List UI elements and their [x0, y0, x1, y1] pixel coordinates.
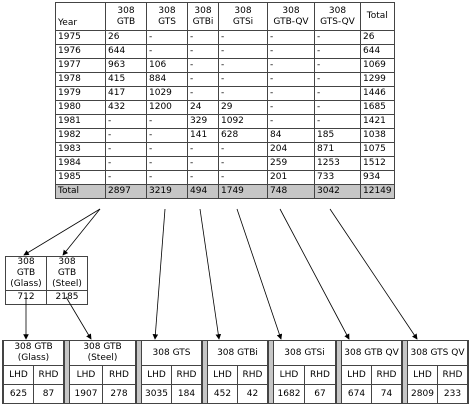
lhd-label: LHD: [208, 366, 238, 384]
cell-year: 1984: [56, 157, 106, 171]
cell-gtsi: -: [219, 143, 268, 157]
cell-gtb: -: [106, 129, 147, 143]
cell-gts: 1200: [147, 101, 188, 115]
cell-total: 1446: [361, 87, 395, 101]
cell-gtb-qv: -: [268, 87, 315, 101]
cell-gts: -: [147, 143, 188, 157]
rhd-label: RHD: [109, 370, 129, 380]
cell-total: 1069: [361, 59, 395, 73]
cell-total: 1685: [361, 101, 395, 115]
header-gtbi: 308 GTBi: [188, 3, 219, 31]
cell-total: 1075: [361, 143, 395, 157]
header-gtb: 308 GTB: [106, 3, 147, 31]
header-year: Year: [56, 3, 106, 31]
cell-gtb: -: [106, 157, 147, 171]
lhd-value: 1682: [274, 385, 305, 403]
breakdown-title: 308 GTSi: [274, 341, 335, 366]
cell-gts-qv: -: [315, 101, 361, 115]
lhd-label: LHD: [70, 366, 103, 384]
cell-gtsi: -: [219, 45, 268, 59]
header-gts: 308 GTS: [147, 3, 188, 31]
lhd-label: LHD: [274, 366, 305, 384]
cell-gtb-qv: -: [268, 101, 315, 115]
cell-year: 1981: [56, 115, 106, 129]
arrow-gts-to-box: [155, 209, 165, 339]
cell-gtsi: -: [219, 59, 268, 73]
lhd-label: LHD: [342, 366, 372, 384]
cell-total: 1299: [361, 73, 395, 87]
cell-gts: 1029: [147, 87, 188, 101]
cell-gtb: -: [106, 143, 147, 157]
total-gtbi: 494: [188, 185, 219, 199]
cell-gtb: 26: [106, 31, 147, 45]
rhd-label: RHD: [376, 370, 397, 380]
cell-gtb: 432: [106, 101, 147, 115]
cell-gts-qv: -: [315, 59, 361, 73]
cell-gtsi: -: [219, 171, 268, 185]
rhd-label: RHD: [38, 370, 59, 380]
total-total: 12149: [361, 185, 395, 199]
header-gtb-qv: 308 GTB-QV: [268, 3, 315, 31]
header-gtsi: 308 GTSi: [219, 3, 268, 31]
cell-gts-qv: -: [315, 87, 361, 101]
total-gtb: 2897: [106, 185, 147, 199]
cell-gtbi: -: [188, 31, 219, 45]
breakdown-title: 308 GTS: [142, 341, 201, 366]
breakdown-title: 308 GTB (Glass): [4, 341, 63, 366]
breakdown-title: 308 GTB (Steel): [70, 341, 135, 366]
cell-gtbi: -: [188, 171, 219, 185]
cell-total: 1038: [361, 129, 395, 143]
cell-gtsi: -: [219, 73, 268, 87]
cell-gtsi: -: [219, 31, 268, 45]
cell-gts-qv: 871: [315, 143, 361, 157]
cell-gtbi: -: [188, 87, 219, 101]
cell-gtbi: 24: [188, 101, 219, 115]
cell-gtsi: 29: [219, 101, 268, 115]
cell-year: 1976: [56, 45, 106, 59]
cell-year: 1985: [56, 171, 106, 185]
rhd-value: 87: [42, 389, 55, 399]
arrow-steel-to-box: [66, 297, 91, 339]
total-gtb-qv: 748: [268, 185, 315, 199]
breakdown-title: 308 GTB QV: [342, 341, 401, 366]
total-gts-qv: 3042: [315, 185, 361, 199]
cell-year: 1980: [56, 101, 106, 115]
rhd-label: RHD: [242, 370, 263, 380]
cell-gtb: 644: [106, 45, 147, 59]
breakdown-title: 308 GTS QV: [408, 341, 467, 366]
cell-year: 1983: [56, 143, 106, 157]
cell-year: 1978: [56, 73, 106, 87]
cell-gtb: 415: [106, 73, 147, 87]
cell-gtb: -: [106, 171, 147, 185]
cell-gts-qv: 1253: [315, 157, 361, 171]
lhd-label: LHD: [4, 366, 34, 384]
cell-gts-qv: 733: [315, 171, 361, 185]
cell-gts-qv: -: [315, 73, 361, 87]
cell-gts: -: [147, 115, 188, 129]
total-gtsi: 1749: [219, 185, 268, 199]
cell-year: 1977: [56, 59, 106, 73]
cell-gtb-qv: -: [268, 115, 315, 129]
rhd-value: 74: [380, 389, 393, 399]
cell-gtb-qv: -: [268, 45, 315, 59]
breakdown-title: 308 GTBi: [208, 341, 267, 366]
arrow-gtsqv-to-box: [330, 209, 417, 339]
lhd-label: LHD: [408, 366, 438, 384]
cell-gtb-qv: 84: [268, 129, 315, 143]
cell-year: 1982: [56, 129, 106, 143]
cell-gtbi: 329: [188, 115, 219, 129]
gtb-glass-value: 712: [6, 291, 47, 305]
cell-gtbi: 141: [188, 129, 219, 143]
gtb-steel-value: 2185: [47, 291, 88, 305]
cell-gtb-qv: -: [268, 73, 315, 87]
cell-gtb-qv: -: [268, 31, 315, 45]
cell-total: 644: [361, 45, 395, 59]
header-gts-qv: 308 GTS-QV: [315, 3, 361, 31]
cell-gts-qv: -: [315, 31, 361, 45]
cell-gtb: -: [106, 115, 147, 129]
rhd-value: 233: [443, 389, 462, 399]
cell-gtb-qv: 201: [268, 171, 315, 185]
cell-total: 26: [361, 31, 395, 45]
cell-gtsi: -: [219, 157, 268, 171]
cell-gtsi: -: [219, 87, 268, 101]
cell-gts-qv: -: [315, 115, 361, 129]
cell-gtb-qv: 204: [268, 143, 315, 157]
cell-gts: 884: [147, 73, 188, 87]
cell-total: 1421: [361, 115, 395, 129]
rhd-value: 278: [110, 389, 128, 399]
arrow-gtbi-to-box: [200, 209, 219, 339]
cell-gtb: 417: [106, 87, 147, 101]
arrow-gtsi-to-box: [237, 209, 281, 339]
total-gts: 3219: [147, 185, 188, 199]
lhd-value: 625: [4, 385, 34, 403]
lhd-value: 452: [208, 385, 238, 403]
cell-gtsi: 628: [219, 129, 268, 143]
lhd-value: 3035: [142, 385, 172, 403]
rhd-value: 184: [177, 389, 196, 399]
cell-gtbi: -: [188, 45, 219, 59]
cell-gtsi: 1092: [219, 115, 268, 129]
cell-gts-qv: -: [315, 45, 361, 59]
cell-gts-qv: 185: [315, 129, 361, 143]
cell-gtbi: -: [188, 157, 219, 171]
header-total: Total: [361, 3, 395, 31]
cell-gtb: 963: [106, 59, 147, 73]
lhd-label: LHD: [142, 366, 172, 384]
cell-gtb-qv: -: [268, 59, 315, 73]
lhd-value: 1907: [70, 385, 103, 403]
cell-gtbi: -: [188, 73, 219, 87]
cell-gts: -: [147, 157, 188, 171]
cell-gts: -: [147, 129, 188, 143]
cell-total: 934: [361, 171, 395, 185]
cell-total: 1512: [361, 157, 395, 171]
arrow-gtbqv-to-box: [280, 209, 349, 339]
rhd-value: 67: [314, 389, 326, 399]
rhd-label: RHD: [442, 370, 463, 380]
gtb-steel-label: 308 GTB (Steel): [47, 257, 88, 291]
lhd-value: 2809: [408, 385, 438, 403]
rhd-label: RHD: [176, 370, 197, 380]
rhd-value: 42: [246, 389, 259, 399]
cell-gtbi: -: [188, 143, 219, 157]
total-year: Total: [56, 185, 106, 199]
rhd-label: RHD: [310, 370, 330, 380]
cell-gtbi: -: [188, 59, 219, 73]
cell-gts: -: [147, 31, 188, 45]
cell-year: 1979: [56, 87, 106, 101]
arrow-gtb-to-glass: [24, 209, 100, 255]
cell-gts: -: [147, 171, 188, 185]
cell-year: 1975: [56, 31, 106, 45]
cell-gts: 106: [147, 59, 188, 73]
lhd-value: 674: [342, 385, 372, 403]
cell-gtb-qv: 259: [268, 157, 315, 171]
cell-gts: -: [147, 45, 188, 59]
arrow-gtb-to-steel: [63, 209, 100, 255]
gtb-glass-label: 308 GTB (Glass): [6, 257, 47, 291]
